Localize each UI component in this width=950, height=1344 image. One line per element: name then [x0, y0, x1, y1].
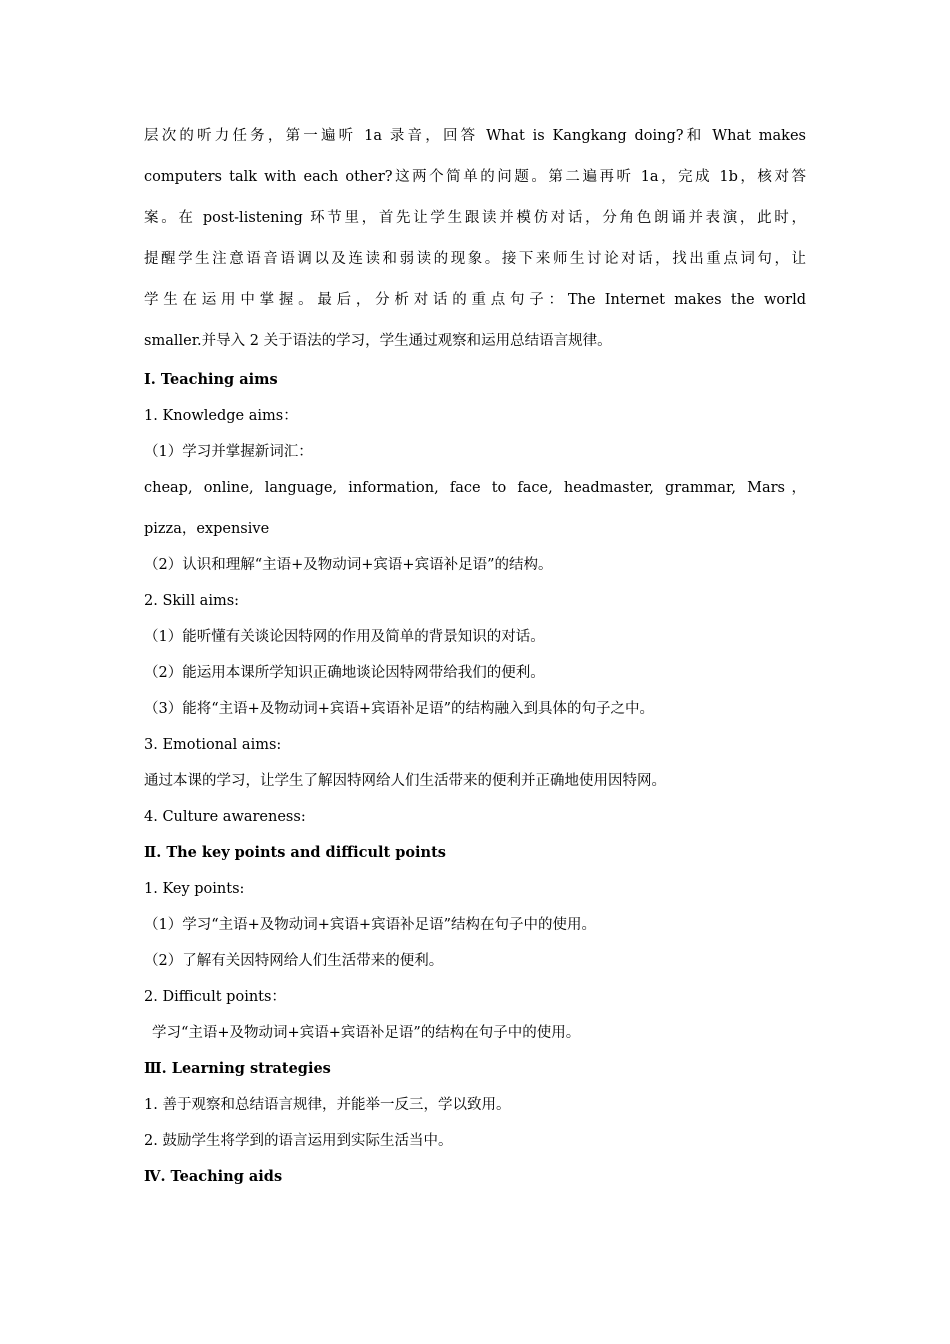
intro-line: 层次的听力任务，第一遍听 1a 录音，回答 What is Kangkang doing?和 What makes	[144, 128, 806, 144]
vocabulary-line: pizza，expensive	[144, 521, 270, 537]
subheading-skill-aims: 2. Skill aims:	[144, 593, 240, 609]
paragraph-text: 通过本课的学习，让学生了解因特网给人们生活带来的便利并正确地使用因特网。	[144, 773, 666, 789]
list-item: （1）能听懂有关谈论因特网的作用及简单的背景知识的对话。	[144, 629, 545, 645]
section-heading-teaching-aids: Ⅳ. Teaching aids	[144, 1168, 283, 1185]
list-item: （2）了解有关因特网给人们生活带来的便利。	[144, 953, 444, 969]
intro-paragraph	[144, 116, 806, 362]
intro-line: computers talk with each other?这两个简单的问题。第二遍再听 1a，完成 1b，核对答	[144, 169, 806, 185]
subheading-culture-awareness: 4. Culture awareness:	[144, 809, 306, 825]
list-item: （2）能运用本课所学知识正确地谈论因特网带给我们的便利。	[144, 665, 545, 681]
section-heading-teaching-aims: Ⅰ. Teaching aims	[144, 371, 278, 388]
subheading-emotional-aims: 3. Emotional aims:	[144, 737, 282, 753]
intro-line: 提醒学生注意语音语调以及连读和弱读的现象。接下来师生讨论对话，找出重点词句，让	[144, 251, 806, 267]
paragraph-text: 学习“主语+及物动词+宾语+宾语补足语”的结构在句子中的使用。	[152, 1025, 581, 1041]
subheading-difficult-points: 2. Difficult points：	[144, 989, 286, 1005]
list-item: （3）能将“主语+及物动词+宾语+宾语补足语”的结构融入到具体的句子之中。	[144, 701, 654, 717]
vocabulary-line: cheap, online, language, information, face to face, headmaster, grammar, Mars，	[144, 480, 806, 496]
section-heading-key-points: Ⅱ. The key points and difficult points	[144, 844, 446, 861]
subheading-knowledge-aims: 1. Knowledge aims：	[144, 408, 298, 424]
list-item: （1）学习“主语+及物动词+宾语+宾语补足语”结构在句子中的使用。	[144, 917, 596, 933]
intro-line: 学生在运用中掌握。最后，分析对话的重点句子：The Internet makes the world	[144, 292, 806, 308]
intro-line: smaller.并导入 2 关于语法的学习，学生通过观察和运用总结语言规律。	[144, 333, 612, 349]
intro-line: 案。在 post-listening 环节里，首先让学生跟读并模仿对话，分角色朗诵并表演，此时，	[144, 210, 806, 226]
list-item: 2. 鼓励学生将学到的语言运用到实际生活当中。	[144, 1133, 453, 1149]
list-item: （1）学习并掌握新词汇：	[144, 444, 313, 460]
list-item: （2）认识和理解“主语+及物动词+宾语+宾语补足语”的结构。	[144, 557, 553, 573]
lesson-plan-sections	[144, 362, 806, 1195]
subheading-key-points: 1. Key points:	[144, 881, 245, 897]
list-item: 1. 善于观察和总结语言规律，并能举一反三，学以致用。	[144, 1097, 511, 1113]
section-heading-learning-strategies: Ⅲ. Learning strategies	[144, 1060, 331, 1077]
